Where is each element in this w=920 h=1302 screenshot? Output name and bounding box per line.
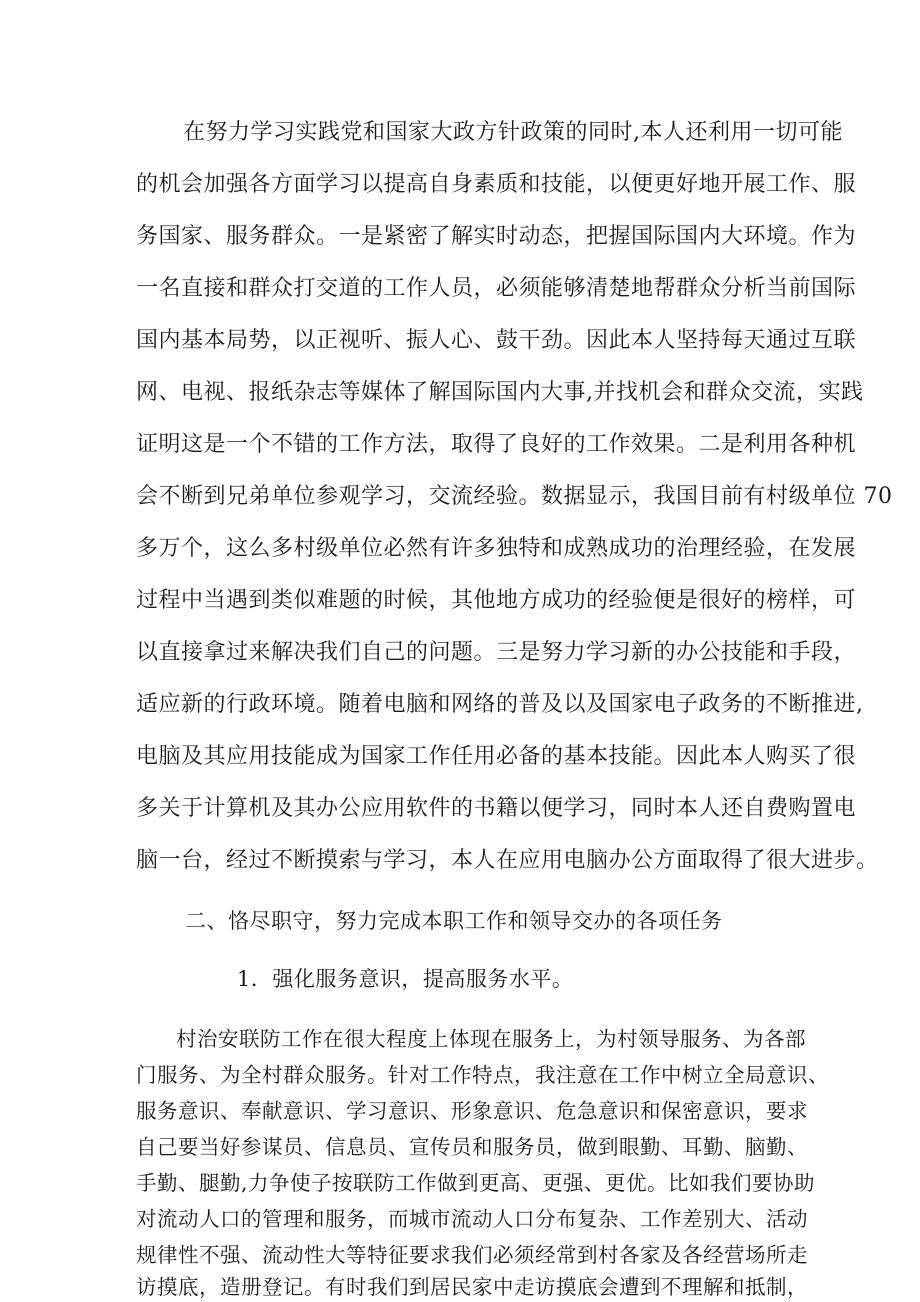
paragraph-1-line: 一名直接和群众打交道的工作人员，必须能够清楚地帮群众分析当前国际: [136, 276, 857, 301]
paragraph-2-line: 访摸底，造册登记。有时我们到居民家中走访摸底会遭到不理解和抵制，: [136, 1275, 808, 1299]
paragraph-1-line: 务国家、服务群众。一是紧密了解实时动态，把握国际国内大环境。作为: [136, 224, 857, 249]
paragraph-2-line: 自己要当好参谋员、信息员、宣传员和服务员，做到眼勤、耳勤、脑勤、: [136, 1135, 808, 1159]
paragraph-1-line: 证明这是一个不错的工作方法，取得了良好的工作效果。二是利用各种机: [136, 432, 857, 457]
subheading: 1．强化服务意识，提高服务水平。: [237, 967, 574, 991]
paragraph-2-line: 村治安联防工作在很大程度上体现在服务上，为村领导服务、为各部: [176, 1027, 806, 1051]
paragraph-2-line: 对流动人口的管理和服务，而城市流动人口分布复杂、工作差别大、活动: [136, 1207, 808, 1231]
paragraph-1-line: 在努力学习实践党和国家大政方针政策的同时,本人还利用一切可能: [183, 120, 843, 145]
paragraph-1-line: 国内基本局势，以正视听、振人心、鼓干劲。因此本人坚持每天通过互联: [136, 328, 857, 353]
paragraph-1-line: 电脑及其应用技能成为国家工作任用必备的基本技能。因此本人购买了很: [136, 744, 857, 769]
paragraph-1-line: 以直接拿过来解决我们自己的问题。三是努力学习新的办公技能和手段，: [136, 640, 857, 665]
paragraph-1-line: 多万个，这么多村级单位必然有许多独特和成熟成功的治理经验，在发展: [136, 536, 857, 561]
paragraph-1-line: 的机会加强各方面学习以提高自身素质和技能，以便更好地开展工作、服: [136, 172, 857, 197]
section-heading: 二、恪尽职守，努力完成本职工作和领导交办的各项任务: [185, 909, 723, 933]
paragraph-1-line: 脑一台，经过不断摸索与学习，本人在应用电脑办公方面取得了很大进步。: [136, 848, 879, 873]
paragraph-1-line: 多关于计算机及其办公应用软件的书籍以便学习，同时本人还自费购置电: [136, 796, 857, 821]
paragraph-1-line: 会不断到兄弟单位参观学习，交流经验。数据显示，我国目前有村级单位 70: [136, 484, 893, 509]
paragraph-2-line: 门服务、为全村群众服务。针对工作特点，我注意在工作中树立全局意识、: [136, 1063, 829, 1087]
paragraph-2-line: 规律性不强、流动性大等特征要求我们必须经常到村各家及各经营场所走: [136, 1243, 808, 1267]
paragraph-2-line: 服务意识、奉献意识、学习意识、形象意识、危急意识和保密意识，要求: [136, 1099, 808, 1123]
paragraph-1-line: 网、电视、报纸杂志等媒体了解国际国内大事,并找机会和群众交流，实践: [136, 380, 864, 405]
paragraph-2-line: 手勤、腿勤,力争使子按联防工作做到更高、更强、更优。比如我们要协助: [136, 1171, 816, 1195]
paragraph-1-line: 过程中当遇到类似难题的时候，其他地方成功的经验便是很好的榜样，可: [136, 588, 857, 613]
paragraph-1-line: 适应新的行政环境。随着电脑和网络的普及以及国家电子政务的不断推进,: [136, 692, 864, 717]
